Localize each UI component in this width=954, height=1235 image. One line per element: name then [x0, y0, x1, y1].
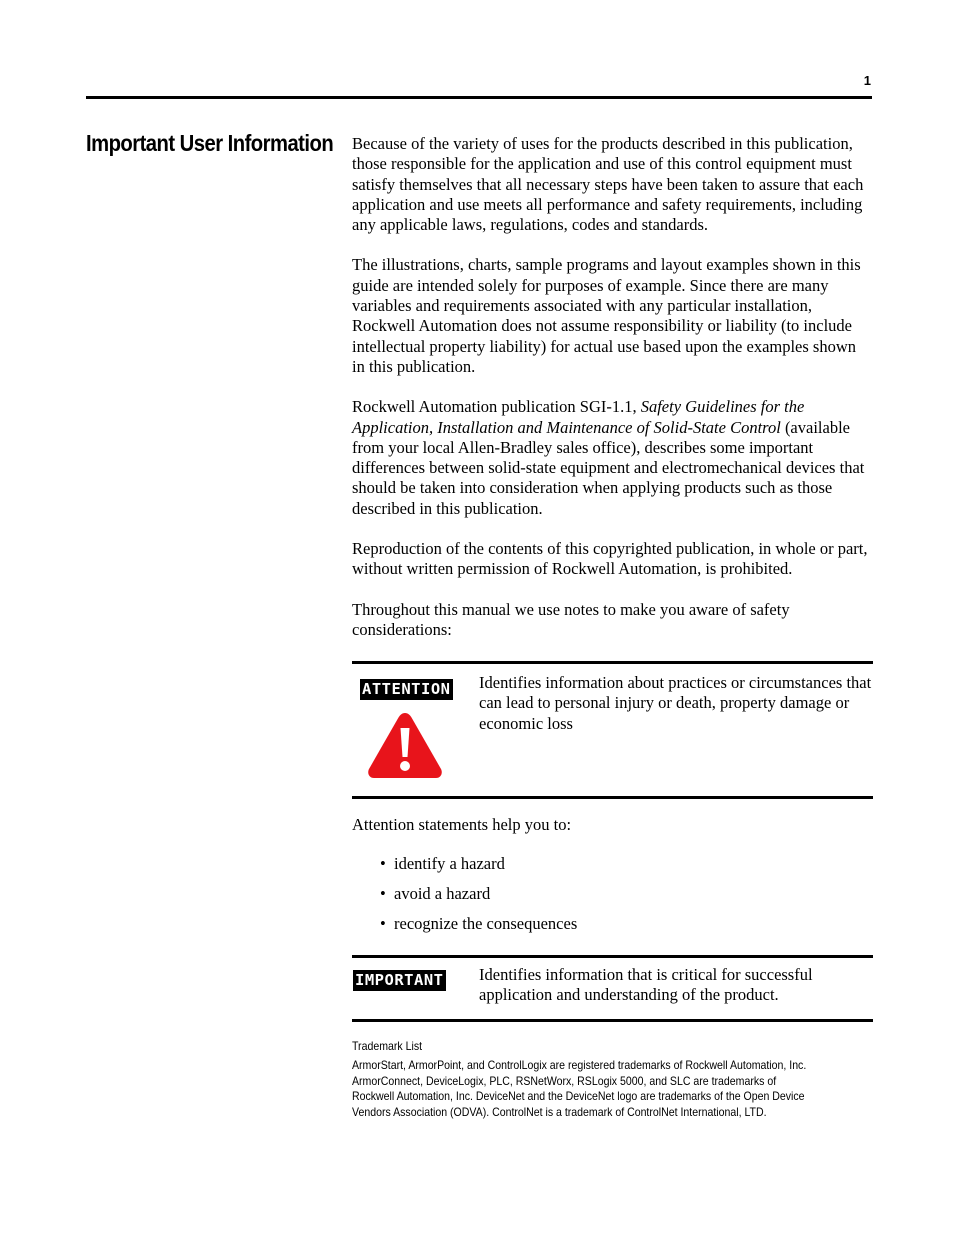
- paragraph-reproduction: Reproduction of the contents of this copyrighted publication, in whole or part, without written permission of Rockwell Automation, is prohibited.: [352, 539, 868, 579]
- bullet-icon: •: [380, 914, 386, 933]
- bullet-icon: •: [380, 884, 386, 903]
- important-note: [352, 955, 873, 1022]
- publication-text-before: Rockwell Automation publication SGI-1.1,: [352, 397, 641, 417]
- attention-tag: ATTENTION: [362, 680, 451, 698]
- list-item: [380, 854, 577, 884]
- bullet-text: recognize the consequences: [394, 914, 578, 933]
- paragraph-publication-sgi: [352, 397, 872, 519]
- trademark-registered: ArmorStart, ArmorPoint, and ControlLogix are registered trademarks of Rockwell Automation, Inc.: [352, 1057, 807, 1072]
- list-item: [380, 884, 577, 914]
- trademark-title: Trademark List: [352, 1039, 423, 1053]
- paragraph-notes-intro: Throughout this manual we use notes to make you aware of safety considerations:: [352, 599, 790, 639]
- publication-text-after: (available from your local Allen-Bradley sales office), describes some important differences between solid-state equipment and electromechanical devices that should be taken into consideration when applying products such as those described in this publication.: [352, 417, 865, 518]
- attention-note: [352, 661, 873, 799]
- section-title: Important User Information: [86, 130, 334, 156]
- exclamation-dot: [400, 761, 410, 771]
- attention-bullet-list: [380, 854, 577, 944]
- publication-title: Safety Guidelines for the Application, Installation and Maintenance of Solid-State Control: [352, 397, 805, 437]
- paragraph-illustrations: The illustrations, charts, sample programs and layout examples shown in this guide are intended solely for purposes of example. Since there are many variables and requirements associated with any particular installation, Rockwell Automation does not assume responsibility or liability (to include intellectual property liability) for actual use based upon the examples shown in this publication.: [352, 255, 861, 376]
- trademark-list: [352, 1039, 818, 1121]
- bullet-text: avoid a hazard: [394, 884, 491, 903]
- paragraph-variety-of-uses: Because of the variety of uses for the products described in this publication, those responsible for the application and use of this control equipment must satisfy themselves that all necessary steps have been taken to assure that each application and use meets all performance and safety requirements, including any applicable laws, regulations, codes and standards.: [352, 134, 864, 235]
- attention-text: Identifies information about practices or circumstances that can lead to personal injury or death, property damage or economic loss: [479, 673, 872, 733]
- intro-text: [352, 134, 872, 660]
- attention-intro: Attention statements help you to:: [352, 815, 572, 834]
- important-tag: IMPORTANT: [355, 971, 444, 989]
- list-item: [380, 914, 577, 944]
- important-text: Identifies information that is critical for successful application and understanding of the product.: [479, 965, 813, 1005]
- page-number: 1: [863, 73, 871, 88]
- warning-triangle-icon: [366, 710, 444, 780]
- bullet-icon: •: [380, 854, 386, 873]
- trademark-others: ArmorConnect, DeviceLogix, PLC, RSNetWorx, RSLogix 5000, and SLC are trademarks of Rockwell Automation, Inc. DeviceNet and the DeviceNet logo are trademarks of the Open Device Vendors Association (ODVA). ControlNet is a trademark of ControlNet International, LTD.: [352, 1073, 805, 1120]
- header-rule: [86, 96, 872, 99]
- bullet-text: identify a hazard: [394, 854, 505, 873]
